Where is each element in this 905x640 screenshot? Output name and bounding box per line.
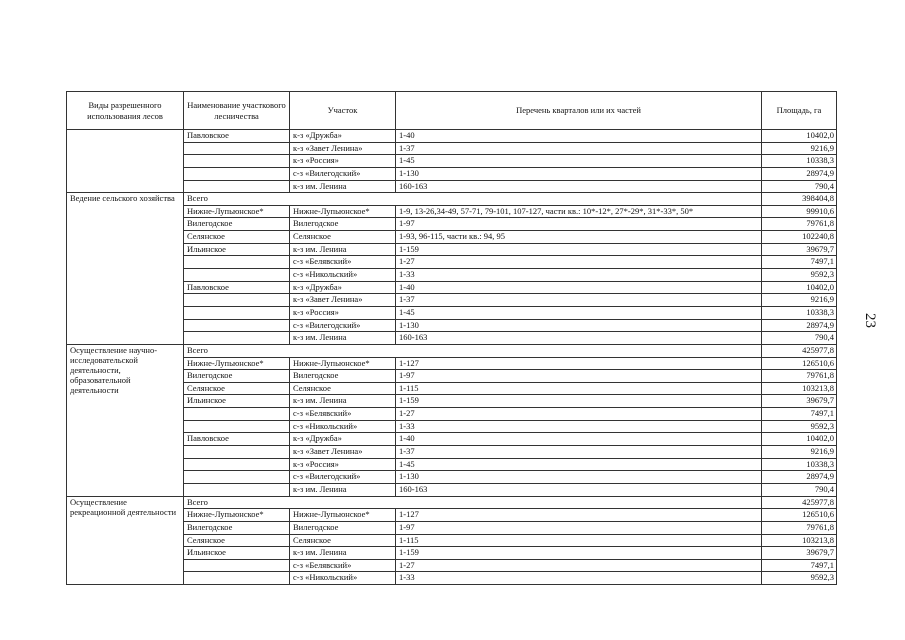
area-cell: 39679,7	[762, 243, 837, 256]
area-cell: 10338,3	[762, 458, 837, 471]
site-cell: к-з им. Ленина	[290, 395, 396, 408]
quarters-cell: 1-27	[396, 408, 762, 421]
quarters-cell: 1-130	[396, 167, 762, 180]
area-cell: 790,4	[762, 332, 837, 345]
area-cell: 7497,1	[762, 559, 837, 572]
header-quarters: Перечень кварталов или их частей	[396, 92, 762, 130]
area-cell: 99910,6	[762, 205, 837, 218]
quarters-cell: 1-40	[396, 130, 762, 143]
table-header	[67, 92, 837, 130]
district-cell: Вилегодское	[184, 521, 290, 534]
quarters-cell: 1-97	[396, 521, 762, 534]
table-body	[67, 130, 837, 585]
area-cell: 9216,9	[762, 446, 837, 459]
site-cell: Нижне-Лупьюнское*	[290, 509, 396, 522]
area-cell: 79761,8	[762, 370, 837, 383]
district-cell: Селянское	[184, 534, 290, 547]
area-cell: 28974,9	[762, 319, 837, 332]
site-cell: с-з «Белявский»	[290, 408, 396, 421]
quarters-cell: 1-45	[396, 306, 762, 319]
area-cell: 126510,6	[762, 357, 837, 370]
area-cell: 10402,0	[762, 281, 837, 294]
district-cell: Ильинское	[184, 547, 290, 560]
total-row	[67, 344, 837, 357]
site-cell: Вилегодское	[290, 521, 396, 534]
quarters-cell: 1-130	[396, 471, 762, 484]
quarters-cell: 1-40	[396, 433, 762, 446]
quarters-cell: 1-27	[396, 559, 762, 572]
district-cell	[184, 420, 290, 433]
quarters-cell: 1-130	[396, 319, 762, 332]
quarters-cell: 1-45	[396, 155, 762, 168]
district-cell: Вилегодское	[184, 218, 290, 231]
area-cell: 9592,3	[762, 269, 837, 282]
quarters-cell: 1-115	[396, 534, 762, 547]
quarters-cell: 1-9, 13-26,34-49, 57-71, 79-101, 107-127, части кв.: 10*-12*, 27*-29*, 31*-33*, 50*	[396, 205, 762, 218]
quarters-cell: 160-163	[396, 483, 762, 496]
area-cell: 103213,8	[762, 534, 837, 547]
site-cell: с-з «Никольский»	[290, 269, 396, 282]
district-cell	[184, 269, 290, 282]
quarters-cell: 1-115	[396, 382, 762, 395]
site-cell: с-з «Белявский»	[290, 256, 396, 269]
area-cell: 126510,6	[762, 509, 837, 522]
total-label: Всего	[184, 496, 762, 509]
site-cell: к-з «Завет Ленина»	[290, 294, 396, 307]
area-cell: 28974,9	[762, 471, 837, 484]
site-cell: Селянское	[290, 534, 396, 547]
header-row	[67, 92, 837, 130]
area-cell: 79761,8	[762, 218, 837, 231]
district-cell	[184, 256, 290, 269]
area-cell: 7497,1	[762, 256, 837, 269]
district-cell	[184, 446, 290, 459]
area-cell: 9216,9	[762, 142, 837, 155]
site-cell: к-з «Дружба»	[290, 433, 396, 446]
district-cell	[184, 155, 290, 168]
site-cell: к-з им. Ленина	[290, 180, 396, 193]
site-cell: к-з «Завет Ленина»	[290, 446, 396, 459]
quarters-cell: 160-163	[396, 332, 762, 345]
quarters-cell: 1-27	[396, 256, 762, 269]
use-type-cell	[67, 130, 184, 193]
site-cell: к-з им. Ленина	[290, 483, 396, 496]
quarters-cell: 1-33	[396, 269, 762, 282]
site-cell: к-з им. Ленина	[290, 547, 396, 560]
site-cell: Селянское	[290, 231, 396, 244]
quarters-cell: 1-159	[396, 243, 762, 256]
area-cell: 39679,7	[762, 547, 837, 560]
total-area: 425977,8	[762, 344, 837, 357]
district-cell	[184, 483, 290, 496]
site-cell: с-з «Никольский»	[290, 572, 396, 585]
site-cell: к-з «Дружба»	[290, 130, 396, 143]
district-cell	[184, 306, 290, 319]
area-cell: 10338,3	[762, 306, 837, 319]
district-cell: Нижне-Лупьюнское*	[184, 205, 290, 218]
area-cell: 79761,8	[762, 521, 837, 534]
district-cell	[184, 180, 290, 193]
site-cell: к-з «Россия»	[290, 306, 396, 319]
site-cell: к-з им. Ленина	[290, 243, 396, 256]
district-cell	[184, 471, 290, 484]
area-cell: 9592,3	[762, 572, 837, 585]
district-cell	[184, 319, 290, 332]
header-use-type: Виды разрешенного использования лесов	[67, 92, 184, 130]
header-site: Участок	[290, 92, 396, 130]
total-label: Всего	[184, 344, 762, 357]
district-cell: Павловское	[184, 433, 290, 446]
quarters-cell: 1-159	[396, 547, 762, 560]
total-row	[67, 496, 837, 509]
site-cell: с-з «Вилегодский»	[290, 471, 396, 484]
district-cell	[184, 458, 290, 471]
site-cell: Нижне-Лупьюнское*	[290, 205, 396, 218]
site-cell: с-з «Вилегодский»	[290, 319, 396, 332]
header-district: Наименование участкового лесничества	[184, 92, 290, 130]
total-row	[67, 193, 837, 206]
forest-use-table	[66, 91, 837, 585]
district-cell	[184, 559, 290, 572]
district-cell	[184, 332, 290, 345]
area-cell: 28974,9	[762, 167, 837, 180]
district-cell: Селянское	[184, 231, 290, 244]
quarters-cell: 160-163	[396, 180, 762, 193]
site-cell: с-з «Белявский»	[290, 559, 396, 572]
district-cell: Нижне-Лупьюнское*	[184, 509, 290, 522]
quarters-cell: 1-33	[396, 420, 762, 433]
quarters-cell: 1-40	[396, 281, 762, 294]
site-cell: Нижне-Лупьюнское*	[290, 357, 396, 370]
total-area: 425977,8	[762, 496, 837, 509]
site-cell: к-з «Россия»	[290, 458, 396, 471]
site-cell: к-з им. Ленина	[290, 332, 396, 345]
area-cell: 7497,1	[762, 408, 837, 421]
use-type-cell: Осуществление рекреационной деятельности	[67, 496, 184, 584]
district-cell: Ильинское	[184, 243, 290, 256]
area-cell: 10338,3	[762, 155, 837, 168]
area-cell: 102240,8	[762, 231, 837, 244]
area-cell: 10402,0	[762, 433, 837, 446]
site-cell: к-з «Россия»	[290, 155, 396, 168]
site-cell: с-з «Вилегодский»	[290, 167, 396, 180]
district-cell: Нижне-Лупьюнское*	[184, 357, 290, 370]
district-cell	[184, 408, 290, 421]
quarters-cell: 1-37	[396, 294, 762, 307]
area-cell: 10402,0	[762, 130, 837, 143]
use-type-cell: Осуществление научно-исследовательской деятельности, образовательной деятельности	[67, 344, 184, 496]
district-cell	[184, 572, 290, 585]
quarters-cell: 1-37	[396, 446, 762, 459]
quarters-cell: 1-33	[396, 572, 762, 585]
quarters-cell: 1-127	[396, 357, 762, 370]
use-type-cell: Ведение сельского хозяйства	[67, 193, 184, 345]
district-cell: Павловское	[184, 281, 290, 294]
quarters-cell: 1-127	[396, 509, 762, 522]
table-row	[67, 130, 837, 143]
area-cell: 103213,8	[762, 382, 837, 395]
district-cell: Павловское	[184, 130, 290, 143]
area-cell: 9592,3	[762, 420, 837, 433]
district-cell	[184, 142, 290, 155]
quarters-cell: 1-97	[396, 370, 762, 383]
quarters-cell: 1-97	[396, 218, 762, 231]
site-cell: Селянское	[290, 382, 396, 395]
district-cell: Вилегодское	[184, 370, 290, 383]
page-number: 23	[862, 313, 878, 328]
area-cell: 39679,7	[762, 395, 837, 408]
area-cell: 9216,9	[762, 294, 837, 307]
site-cell: к-з «Завет Ленина»	[290, 142, 396, 155]
header-area: Площадь, га	[762, 92, 837, 130]
site-cell: Вилегодское	[290, 370, 396, 383]
site-cell: Вилегодское	[290, 218, 396, 231]
site-cell: к-з «Дружба»	[290, 281, 396, 294]
total-area: 398404,8	[762, 193, 837, 206]
site-cell: с-з «Никольский»	[290, 420, 396, 433]
district-cell	[184, 167, 290, 180]
district-cell: Ильинское	[184, 395, 290, 408]
district-cell: Селянское	[184, 382, 290, 395]
district-cell	[184, 294, 290, 307]
area-cell: 790,4	[762, 180, 837, 193]
quarters-cell: 1-37	[396, 142, 762, 155]
total-label: Всего	[184, 193, 762, 206]
quarters-cell: 1-45	[396, 458, 762, 471]
quarters-cell: 1-159	[396, 395, 762, 408]
area-cell: 790,4	[762, 483, 837, 496]
quarters-cell: 1-93, 96-115, части кв.: 94, 95	[396, 231, 762, 244]
